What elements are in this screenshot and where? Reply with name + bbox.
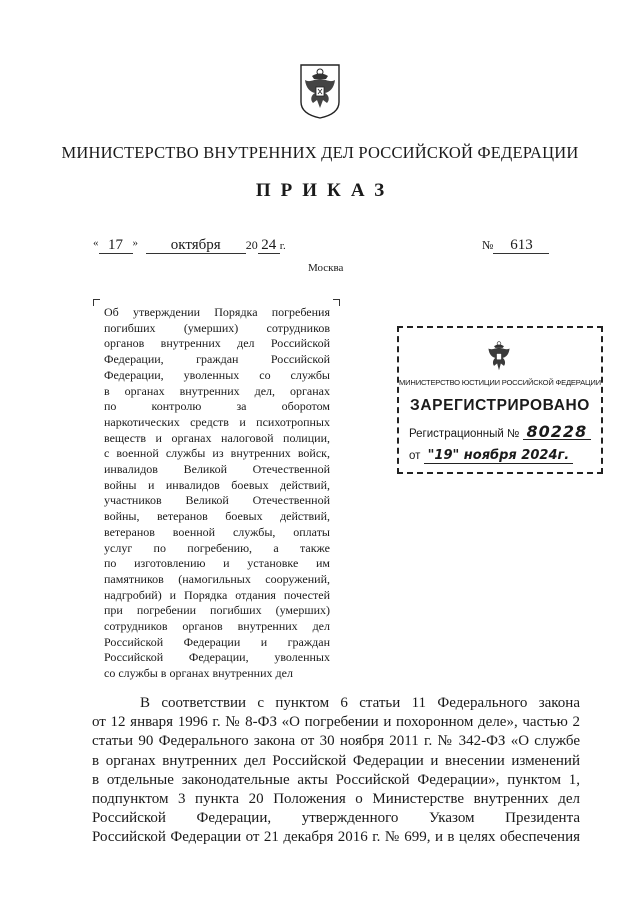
subject-line: веществ и органах налоговой полиции, [104, 430, 330, 445]
subject-line: по контролю за оборотом [104, 399, 330, 414]
subject-line: в органах внутренних дел, органах [104, 383, 330, 398]
subject-line: по изготовлению и установке им [104, 556, 330, 571]
subject-line: Российской Федерации, уволенных [104, 650, 330, 665]
subject-line: памятников (намогильных сооружений, [104, 571, 330, 586]
date-close-quote: » [132, 237, 138, 249]
subject-line: Об утверждении Порядка погребения [104, 305, 330, 319]
body-line: В соответствии с пунктом 6 статьи 11 Федерального закона [140, 695, 580, 711]
stamp-date: "19" ноября 2024г. [424, 448, 574, 464]
body-line: в органах внутренних дел Российской Федерации и внесении изменений [92, 752, 580, 769]
body-line: подпунктом 3 пункта 20 Положения о Министерстве внутренних дел [92, 791, 580, 808]
coat-of-arms-icon [484, 338, 514, 374]
order-number [482, 237, 549, 254]
date-year-unit: г. [279, 240, 286, 252]
body-line: Российской Федерации, утвержденного Указом Президента [92, 810, 580, 827]
subject-line: ветеранов военной службы, оплаты [104, 524, 330, 539]
subject-line: погибших (умерших) сотрудников [104, 320, 330, 335]
subject-line: Российской Федерации и граждан [104, 634, 330, 649]
body-line: в отдельные законодательные акты Российской Федерации», пунктом 1, [92, 771, 580, 788]
date-month: октября [146, 237, 246, 254]
subject-line: с военной службы из внутренних войск, [104, 446, 330, 461]
subject-line: инвалидов Великой Отечественной [104, 462, 330, 477]
stamp-reg-label: Регистрационный № [409, 428, 520, 440]
coat-of-arms-icon [297, 62, 343, 120]
body-line: статьи 90 Федерального закона от 30 ноября 2011 г. № 342-ФЗ «О службе [92, 733, 580, 750]
date-year-suffix: 24 [258, 237, 280, 254]
body-line: Российской Федерации от 21 декабря 2016 г. № 699, и в целях обеспечения [92, 829, 580, 846]
city: Москва [308, 262, 344, 274]
stamp-reg-number: 80228 [523, 424, 592, 440]
stamp-ministry: МИНИСТЕРСТВО ЮСТИЦИИ РОССИЙСКОЙ ФЕДЕРАЦИИ [399, 378, 601, 387]
subject-line: при погребении погибших (умерших) [104, 603, 330, 618]
subject-line: Федерации, граждан Российской [104, 352, 330, 367]
ministry-title: МИНИСТЕРСТВО ВНУТРЕННИХ ДЕЛ РОССИЙСКОЙ ФЕДЕРАЦИИ [61, 143, 579, 162]
subject-line: наркотических средств и психотропных [104, 414, 330, 429]
order-date [93, 237, 286, 254]
subject-line: со службы в органах внутренних дел [104, 666, 293, 681]
number-label: № [482, 238, 494, 252]
subject-line: войны, ветеранов боевых действий, [104, 509, 330, 524]
order-body [92, 694, 580, 848]
stamp-registered: ЗАРЕГИСТРИРОВАНО [410, 397, 590, 414]
subject-line: сотрудников органов внутренних дел [104, 619, 330, 634]
subject-bracket-right [333, 299, 340, 306]
registration-stamp [397, 326, 603, 474]
subject-line: услуг по погребению, а также [104, 540, 330, 555]
subject-line: органов внутренних дел Российской [104, 336, 330, 351]
stamp-reg-number-row [409, 424, 591, 440]
order-subject [104, 305, 330, 682]
stamp-date-row [409, 448, 573, 464]
subject-line: войны и инвалидов боевых действий, [104, 477, 330, 492]
number-value: 613 [493, 237, 549, 254]
subject-bracket-left [93, 299, 100, 306]
document-type: ПРИКАЗ [255, 180, 395, 201]
stamp-date-prefix: от [409, 450, 421, 462]
subject-line: Федерации, уволенных со службы [104, 367, 330, 382]
date-open-quote: « [93, 237, 99, 249]
date-year-prefix: 20 [245, 238, 258, 252]
subject-line: надгробий) и Порядка отдания почестей [104, 587, 330, 602]
body-line: от 12 января 1996 г. № 8-ФЗ «О погребении и похоронном деле», частью 2 [92, 714, 580, 731]
subject-line: участников Великой Отечественной [104, 493, 330, 508]
date-day: 17 [99, 237, 133, 254]
